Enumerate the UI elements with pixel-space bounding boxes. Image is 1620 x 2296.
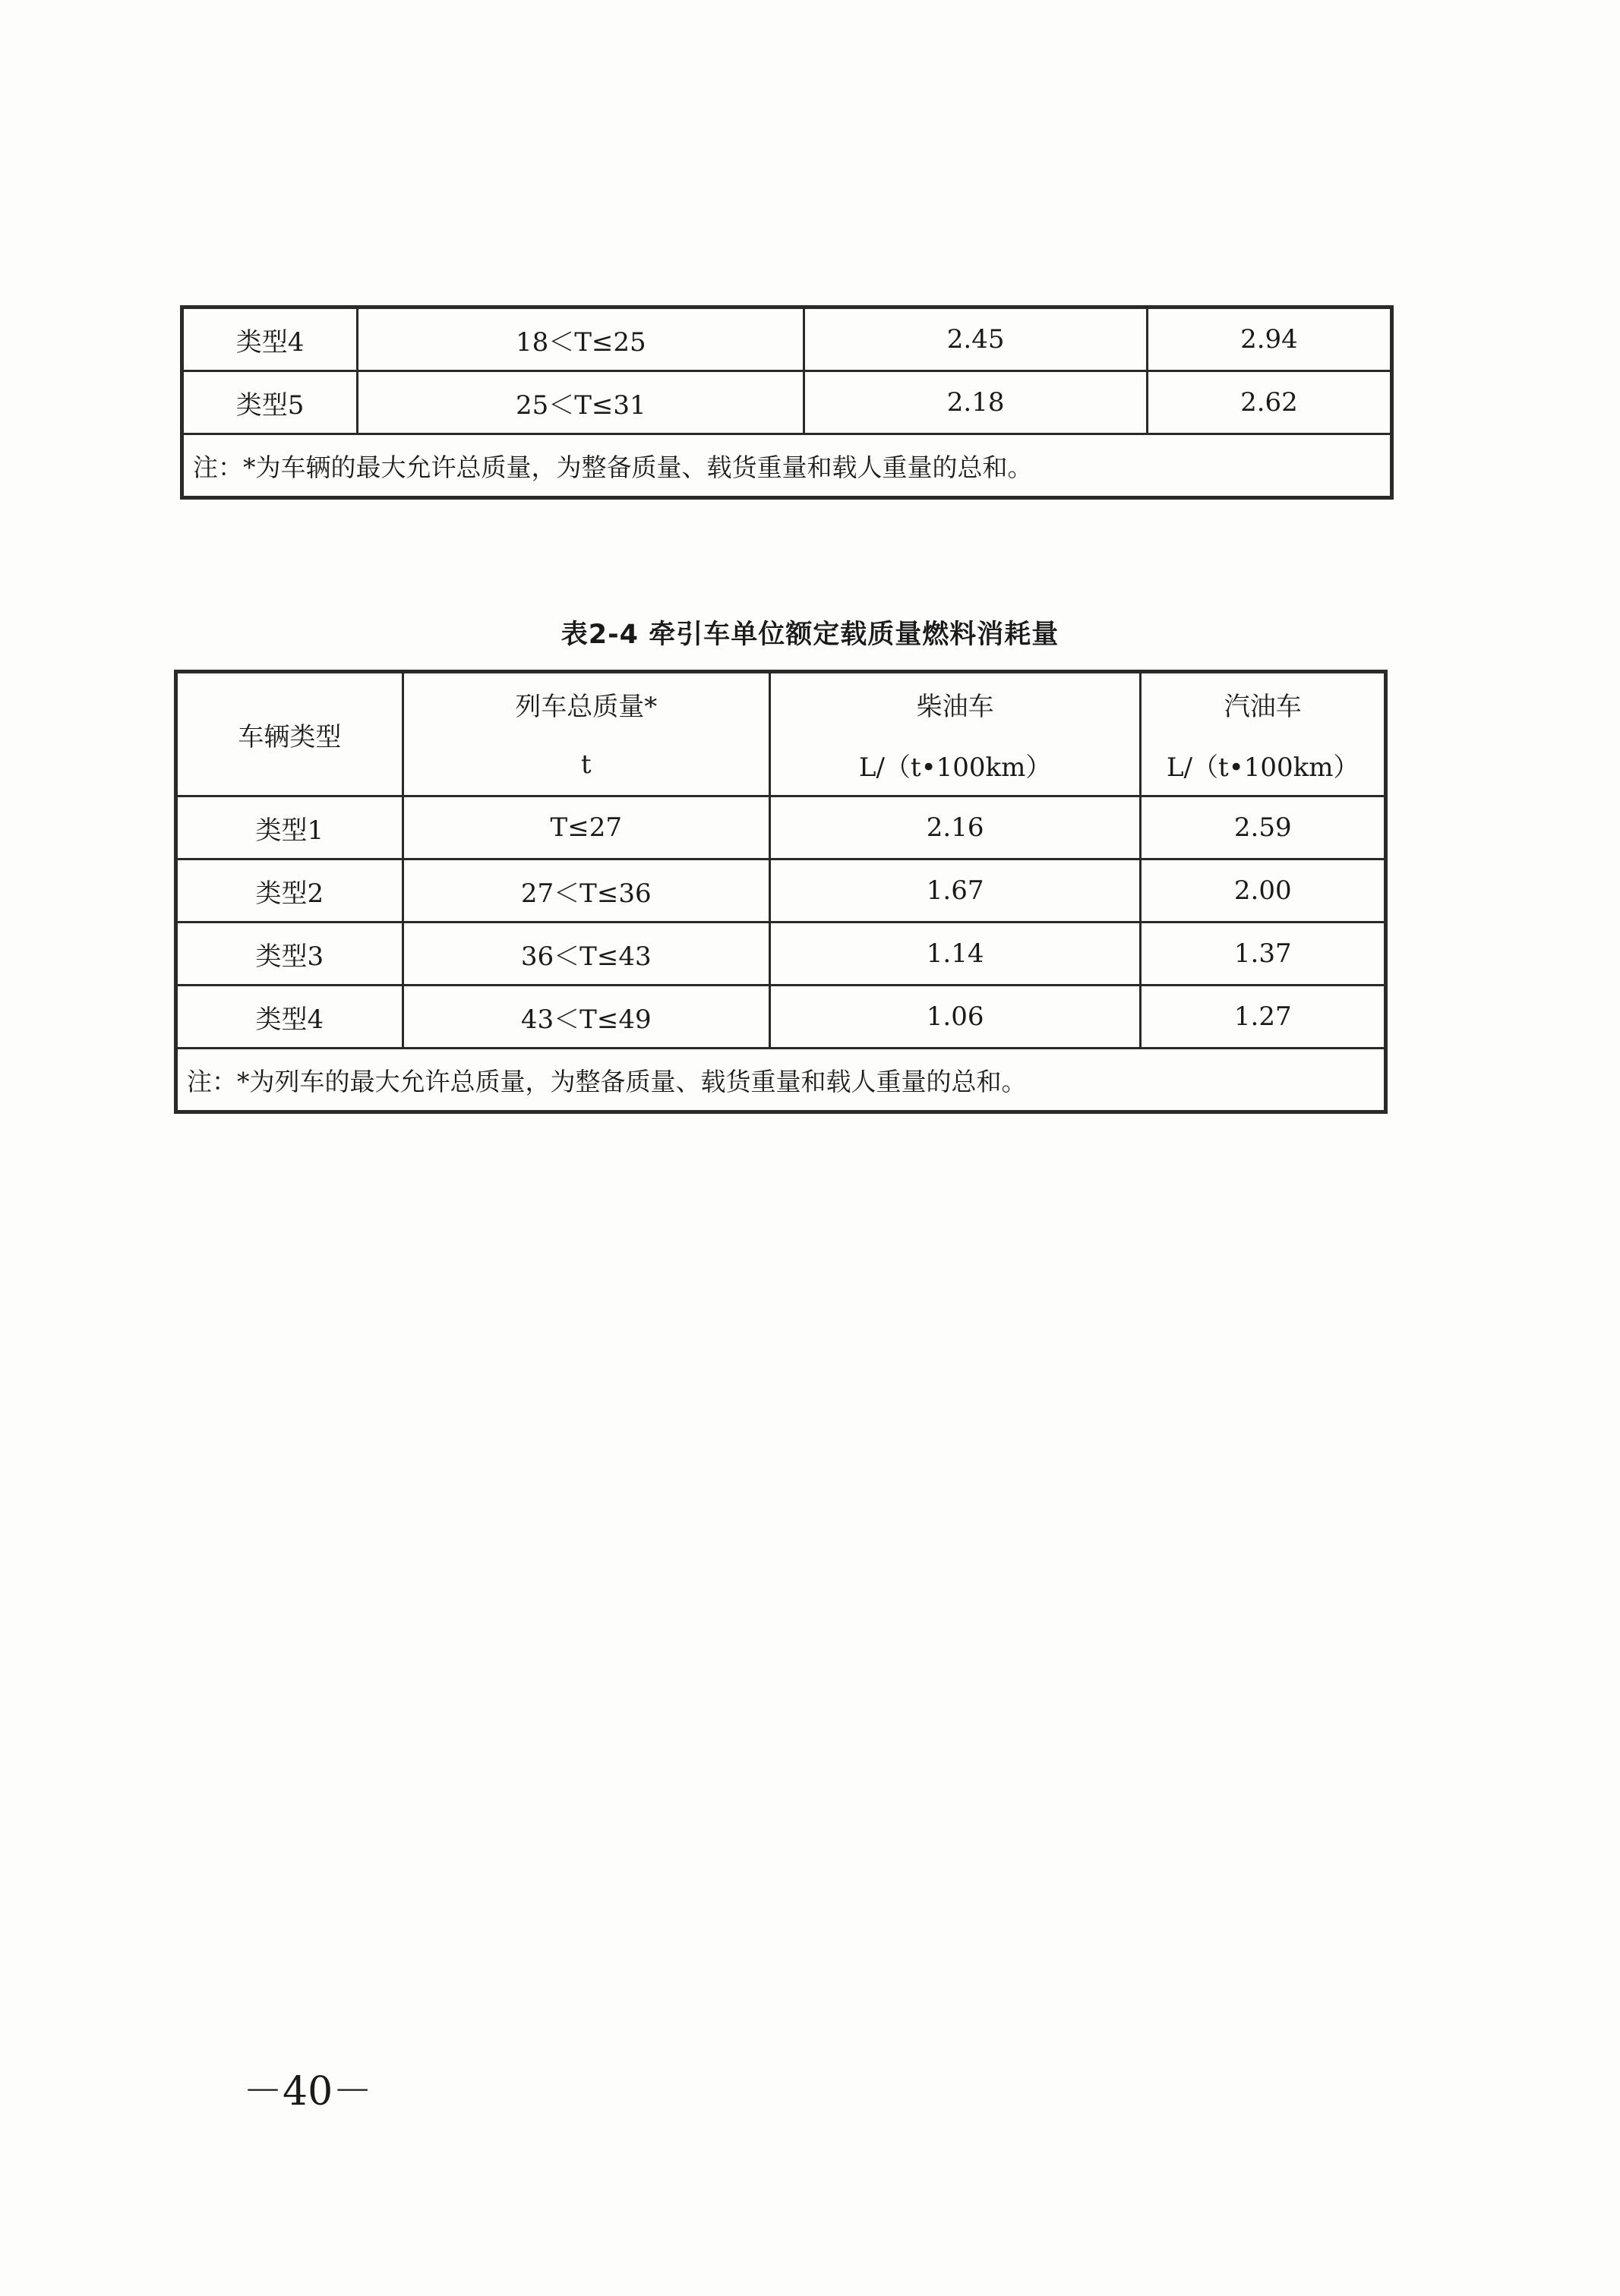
table-caption: 表2-4 牵引车单位额定载质量燃料消耗量 bbox=[561, 620, 1059, 650]
table-note-row bbox=[176, 1049, 1386, 1112]
table-note: 注：*为列车的最大允许总质量，为整备质量、载货重量和载人重量的总和。 bbox=[176, 1049, 1386, 1112]
header-petrol-unit: L/（t•100km） bbox=[1141, 734, 1386, 796]
cell-type: 类型1 bbox=[176, 796, 403, 859]
cell-petrol: 1.27 bbox=[1141, 986, 1386, 1049]
cell-diesel: 1.06 bbox=[769, 986, 1141, 1049]
header-diesel-unit: L/（t•100km） bbox=[769, 734, 1141, 796]
cell-petrol: 2.59 bbox=[1141, 796, 1386, 859]
cell-mass: 27＜T≤36 bbox=[403, 859, 769, 922]
cell-type: 类型2 bbox=[176, 859, 403, 922]
cell-petrol: 2.62 bbox=[1147, 371, 1391, 434]
cell-type: 类型5 bbox=[182, 371, 358, 434]
page-number: －40－ bbox=[243, 2069, 373, 2115]
cell-diesel: 1.67 bbox=[769, 859, 1141, 922]
table-row bbox=[176, 859, 1386, 922]
cell-mass: T≤27 bbox=[403, 796, 769, 859]
table-row bbox=[176, 986, 1386, 1049]
cell-mass: 18＜T≤25 bbox=[358, 308, 804, 371]
cell-diesel: 2.18 bbox=[804, 371, 1148, 434]
cell-diesel: 2.45 bbox=[804, 308, 1148, 371]
cell-type: 类型4 bbox=[176, 986, 403, 1049]
cell-mass: 36＜T≤43 bbox=[403, 922, 769, 986]
header-mass: 列车总质量* bbox=[403, 672, 769, 735]
header-diesel: 柴油车 bbox=[769, 672, 1141, 735]
table-continued bbox=[180, 305, 1394, 500]
header-vehicle-type: 车辆类型 bbox=[176, 672, 403, 796]
cell-petrol: 2.00 bbox=[1141, 859, 1386, 922]
cell-type: 类型4 bbox=[182, 308, 358, 371]
header-mass-unit: t bbox=[403, 734, 769, 796]
cell-petrol: 1.37 bbox=[1141, 922, 1386, 986]
table-row bbox=[176, 796, 1386, 859]
cell-mass: 43＜T≤49 bbox=[403, 986, 769, 1049]
table-row bbox=[176, 922, 1386, 986]
table-row bbox=[182, 371, 1392, 434]
table-header-row bbox=[176, 672, 1386, 735]
table-row bbox=[182, 308, 1392, 371]
cell-type: 类型3 bbox=[176, 922, 403, 986]
table-note: 注：*为车辆的最大允许总质量，为整备质量、载货重量和载人重量的总和。 bbox=[182, 434, 1392, 498]
cell-diesel: 2.16 bbox=[769, 796, 1141, 859]
header-petrol: 汽油车 bbox=[1141, 672, 1386, 735]
traction-vehicle-fuel-table bbox=[174, 670, 1388, 1114]
cell-mass: 25＜T≤31 bbox=[358, 371, 804, 434]
cell-diesel: 1.14 bbox=[769, 922, 1141, 986]
table-note-row bbox=[182, 434, 1392, 498]
cell-petrol: 2.94 bbox=[1147, 308, 1391, 371]
